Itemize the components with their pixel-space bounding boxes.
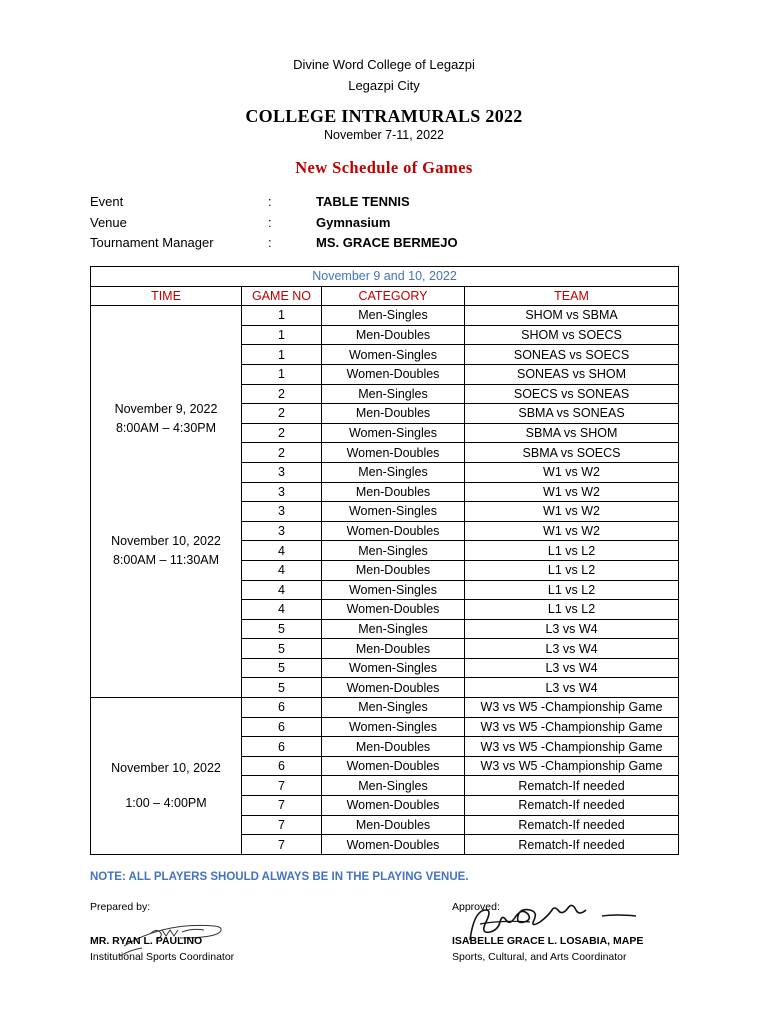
category-cell: Men-Doubles — [322, 737, 465, 757]
column-header-team: TEAM — [465, 286, 679, 306]
game-no-cell: 6 — [242, 717, 322, 737]
team-cell: W1 vs W2 — [465, 462, 679, 482]
team-cell: Rematch-If needed — [465, 815, 679, 835]
venue-separator: : — [268, 215, 272, 230]
team-cell: SHOM vs SBMA — [465, 306, 679, 326]
game-no-cell: 3 — [242, 521, 322, 541]
team-cell: L3 vs W4 — [465, 639, 679, 659]
category-cell: Men-Doubles — [322, 404, 465, 424]
time-text: November 10, 2022 — [111, 534, 221, 549]
game-no-cell: 5 — [242, 658, 322, 678]
category-cell: Women-Singles — [322, 345, 465, 365]
event-value: TABLE TENNIS — [316, 194, 410, 209]
category-cell: Men-Singles — [322, 619, 465, 639]
game-no-cell: 4 — [242, 600, 322, 620]
school-city: Legazpi City — [348, 78, 420, 93]
venue-value: Gymnasium — [316, 215, 391, 230]
category-cell: Women-Doubles — [322, 443, 465, 463]
category-cell: Men-Doubles — [322, 325, 465, 345]
team-cell: SBMA vs SHOM — [465, 423, 679, 443]
prepared-by-name: MR. RYAN L. PAULINO — [90, 935, 203, 947]
event-dates: November 7-11, 2022 — [324, 128, 444, 142]
column-header-time: TIME — [91, 286, 242, 306]
game-no-cell: 2 — [242, 443, 322, 463]
game-no-cell: 1 — [242, 364, 322, 384]
game-no-cell: 2 — [242, 384, 322, 404]
team-cell: W3 vs W5 -Championship Game — [465, 717, 679, 737]
category-cell: Men-Doubles — [322, 560, 465, 580]
game-no-cell: 5 — [242, 639, 322, 659]
table-row — [91, 698, 679, 718]
schedule-table — [90, 266, 679, 855]
game-no-cell: 2 — [242, 423, 322, 443]
manager-separator: : — [268, 235, 272, 250]
category-cell: Men-Doubles — [322, 815, 465, 835]
team-cell: L1 vs L2 — [465, 600, 679, 620]
prepared-by-label: Prepared by: — [90, 901, 151, 913]
game-no-cell: 2 — [242, 404, 322, 424]
category-cell: Men-Doubles — [322, 639, 465, 659]
team-cell: L3 vs W4 — [465, 658, 679, 678]
game-no-cell: 4 — [242, 580, 322, 600]
category-cell: Men-Singles — [322, 462, 465, 482]
team-cell: W1 vs W2 — [465, 521, 679, 541]
game-no-cell: 7 — [242, 835, 322, 855]
team-cell: W3 vs W5 -Championship Game — [465, 737, 679, 757]
team-cell: SHOM vs SOECS — [465, 325, 679, 345]
category-cell: Women-Singles — [322, 658, 465, 678]
category-cell: Men-Singles — [322, 384, 465, 404]
team-cell: SBMA vs SONEAS — [465, 404, 679, 424]
team-cell: L3 vs W4 — [465, 678, 679, 698]
category-cell: Women-Doubles — [322, 756, 465, 776]
category-cell: Women-Singles — [322, 717, 465, 737]
category-cell: Men-Singles — [322, 698, 465, 718]
category-cell: Men-Doubles — [322, 482, 465, 502]
approved-label: Approved: — [452, 901, 500, 913]
team-cell: SONEAS vs SOECS — [465, 345, 679, 365]
time-cell-block-2 — [91, 698, 242, 855]
time-text: November 10, 2022 — [111, 761, 221, 776]
time-text: 1:00 – 4:00PM — [125, 796, 207, 811]
team-cell: Rematch-If needed — [465, 776, 679, 796]
game-no-cell: 6 — [242, 737, 322, 757]
time-text: November 9, 2022 — [114, 402, 218, 417]
manager-value: MS. GRACE BERMEJO — [316, 235, 458, 250]
schedule-subtitle: New Schedule of Games — [295, 158, 473, 177]
game-no-cell: 4 — [242, 541, 322, 561]
game-no-cell: 3 — [242, 462, 322, 482]
time-text: 8:00AM – 4:30PM — [115, 421, 217, 436]
note-text: NOTE: ALL PLAYERS SHOULD ALWAYS BE IN THE PLAYING VENUE. — [90, 871, 469, 883]
game-no-cell: 1 — [242, 325, 322, 345]
game-no-cell: 6 — [242, 698, 322, 718]
time-cell-block-1 — [91, 306, 242, 698]
team-cell: Rematch-If needed — [465, 835, 679, 855]
game-no-cell: 7 — [242, 796, 322, 816]
approved-name: ISABELLE GRACE L. LOSABIA, MAPE — [452, 935, 644, 947]
category-cell: Women-Doubles — [322, 600, 465, 620]
team-cell: SBMA vs SOECS — [465, 443, 679, 463]
column-header-game-no: GAME NO — [242, 286, 322, 306]
document-title: COLLEGE INTRAMURALS 2022 — [245, 106, 523, 126]
game-no-cell: 7 — [242, 776, 322, 796]
team-cell: W1 vs W2 — [465, 482, 679, 502]
game-no-cell: 5 — [242, 678, 322, 698]
team-cell: L1 vs L2 — [465, 580, 679, 600]
event-separator: : — [268, 194, 272, 209]
team-cell: W1 vs W2 — [465, 502, 679, 522]
category-cell: Women-Singles — [322, 580, 465, 600]
category-cell: Women-Doubles — [322, 678, 465, 698]
game-no-cell: 1 — [242, 345, 322, 365]
category-cell: Women-Singles — [322, 502, 465, 522]
game-no-cell: 1 — [242, 306, 322, 326]
column-header-category: CATEGORY — [322, 286, 465, 306]
category-cell: Men-Singles — [322, 776, 465, 796]
category-cell: Women-Doubles — [322, 364, 465, 384]
category-cell: Women-Doubles — [322, 835, 465, 855]
team-cell: L1 vs L2 — [465, 541, 679, 561]
manager-label: Tournament Manager — [90, 235, 214, 250]
venue-label: Venue — [90, 215, 127, 230]
game-no-cell: 3 — [242, 482, 322, 502]
team-cell: L3 vs W4 — [465, 619, 679, 639]
category-cell: Women-Singles — [322, 423, 465, 443]
game-no-cell: 5 — [242, 619, 322, 639]
event-label: Event — [90, 194, 124, 209]
team-cell: L1 vs L2 — [465, 560, 679, 580]
approved-title: Sports, Cultural, and Arts Coordinator — [452, 951, 627, 963]
game-no-cell: 6 — [242, 756, 322, 776]
time-text: 8:00AM – 11:30AM — [112, 553, 220, 568]
category-cell: Men-Singles — [322, 306, 465, 326]
team-cell: Rematch-If needed — [465, 796, 679, 816]
game-no-cell: 4 — [242, 560, 322, 580]
team-cell: SONEAS vs SHOM — [465, 364, 679, 384]
category-cell: Women-Doubles — [322, 521, 465, 541]
team-cell: W3 vs W5 -Championship Game — [465, 698, 679, 718]
prepared-by-title: Institutional Sports Coordinator — [90, 951, 235, 963]
category-cell: Men-Singles — [322, 541, 465, 561]
table-date-header: November 9 and 10, 2022 — [91, 267, 679, 287]
game-no-cell: 7 — [242, 815, 322, 835]
team-cell: W3 vs W5 -Championship Game — [465, 756, 679, 776]
game-no-cell: 3 — [242, 502, 322, 522]
table-row — [91, 306, 679, 326]
school-name: Divine Word College of Legazpi — [293, 57, 475, 72]
category-cell: Women-Doubles — [322, 796, 465, 816]
team-cell: SOECS vs SONEAS — [465, 384, 679, 404]
